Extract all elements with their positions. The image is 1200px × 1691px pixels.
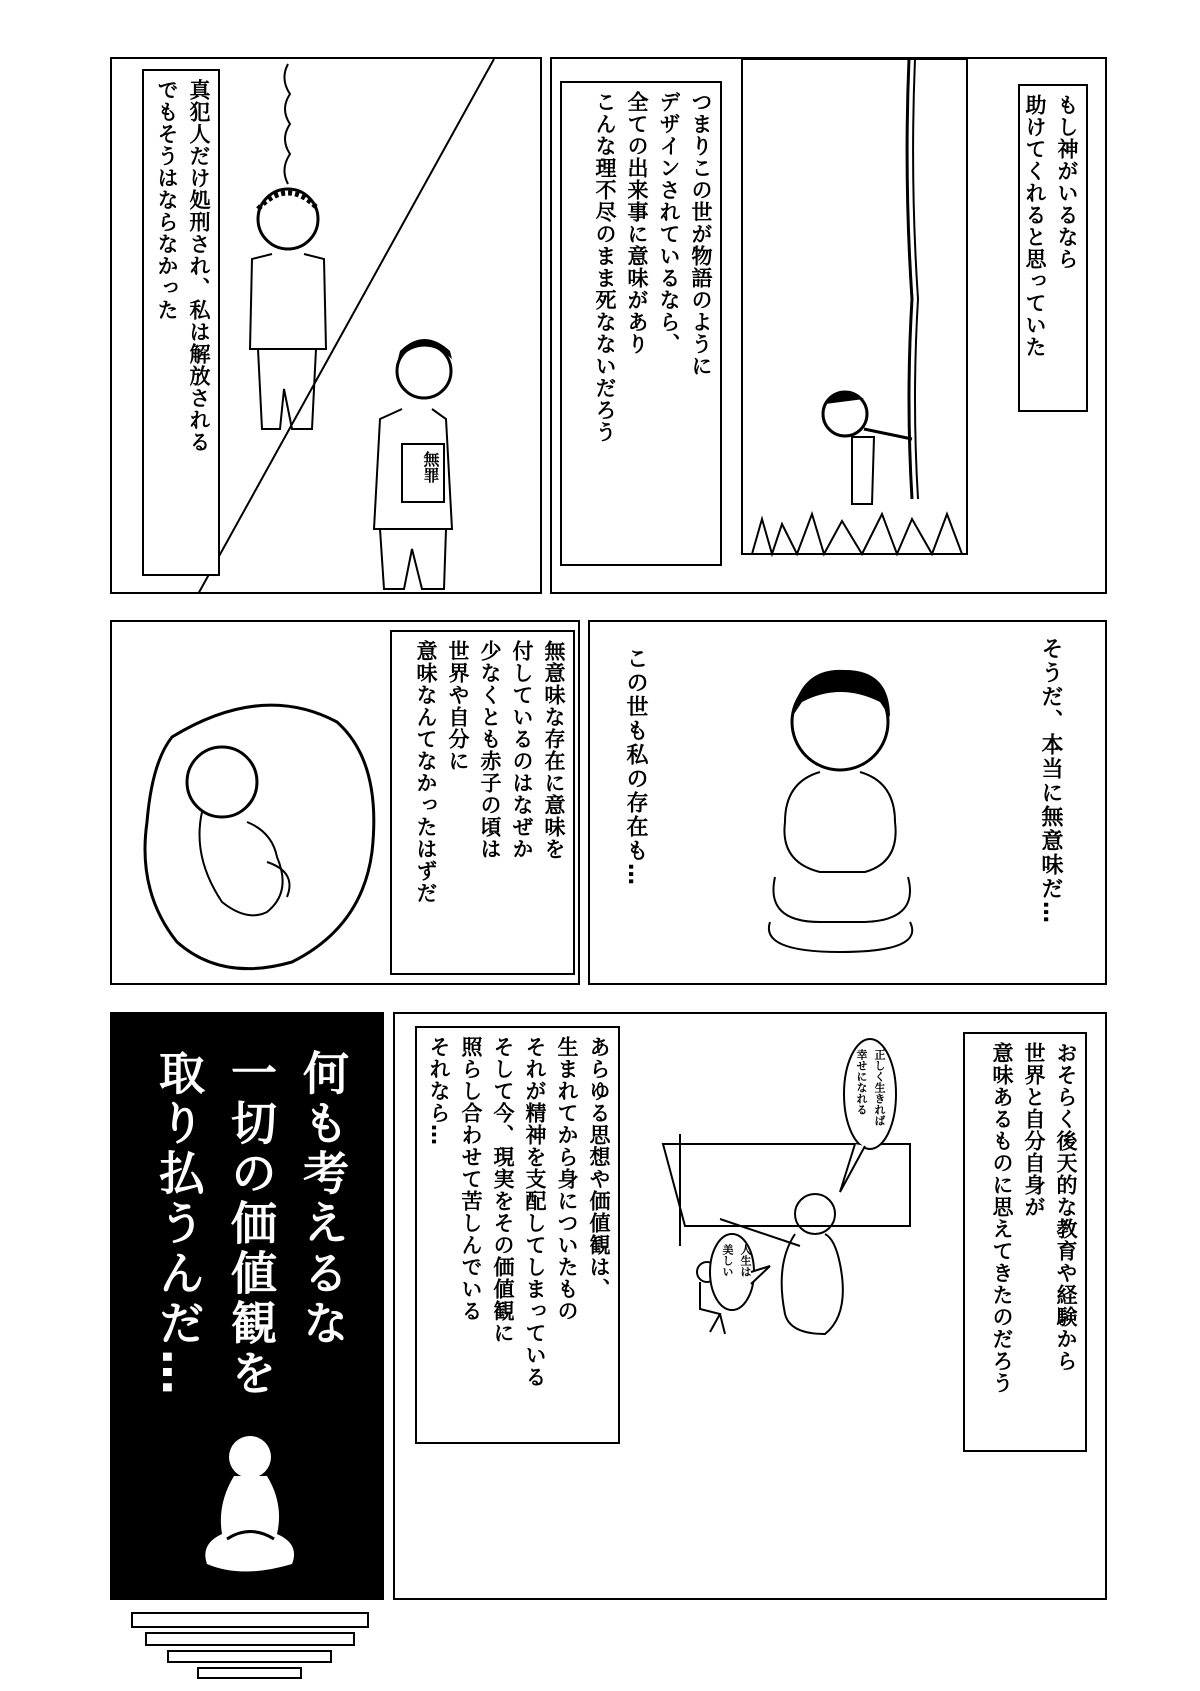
panel-7-line-1: 何も考えるな [296, 1049, 350, 1349]
decorative-bar-3 [167, 1650, 332, 1663]
caption-box-6b: あらゆる思想や価値観は、 生まれてから身についたもの それが精神を支配してしまっている そして今、現実をその価値観に 照らし合わせて苦しんでいる それなら… [415, 1026, 620, 1444]
caption-box-6a: おそらく後天的な教育や経験から 世界と自分自身が 意味あるものに思えてきたのだろう [963, 1032, 1087, 1452]
panel-7 [110, 1012, 384, 1600]
caption-box-3: 真犯人だけ処刑され、私は解放される でもそうはならなかった [142, 69, 220, 576]
meditating-person-illustration [590, 622, 1107, 985]
decorative-bar-4 [197, 1667, 302, 1679]
panel-6 [393, 1012, 1107, 1600]
decorative-bar-1 [131, 1612, 369, 1628]
panel-4-line-2: この世も私の存在も… [623, 647, 648, 887]
panel-4-line-1: そうだ、本当に無意味だ… [1038, 637, 1063, 925]
caption-box-2: つまりこの世が物語のように デザインされているなら、 全ての出来事に意味があり こんな理不尽のまま死なないだろう [560, 81, 722, 566]
panel-3 [110, 57, 542, 594]
caption-box-5: 無意味な存在に意味を 付しているのはなぜか 少なくとも赤子の頃は 世界や自分に 意味なんてなかったはずだ [390, 630, 575, 975]
panel-5 [110, 620, 580, 985]
speech-bubble-righteous: 正しく生きれば 幸せになれる [855, 1049, 886, 1126]
speech-bubble-beautiful: 人生は 美しい [721, 1244, 752, 1277]
sign-not-guilty: 無罪 [421, 451, 440, 483]
meditating-silhouette-icon [112, 1014, 384, 1600]
panel-7-line-3: 取り払うんだ… [152, 1049, 206, 1399]
panel-1 [550, 57, 1107, 594]
caption-box-1: もし神がいるなら 助けてくれると思っていた [1018, 84, 1088, 412]
decorative-bar-2 [145, 1632, 355, 1646]
panel-7-line-2: 一切の価値観を [224, 1049, 278, 1399]
panel-4 [588, 620, 1107, 985]
